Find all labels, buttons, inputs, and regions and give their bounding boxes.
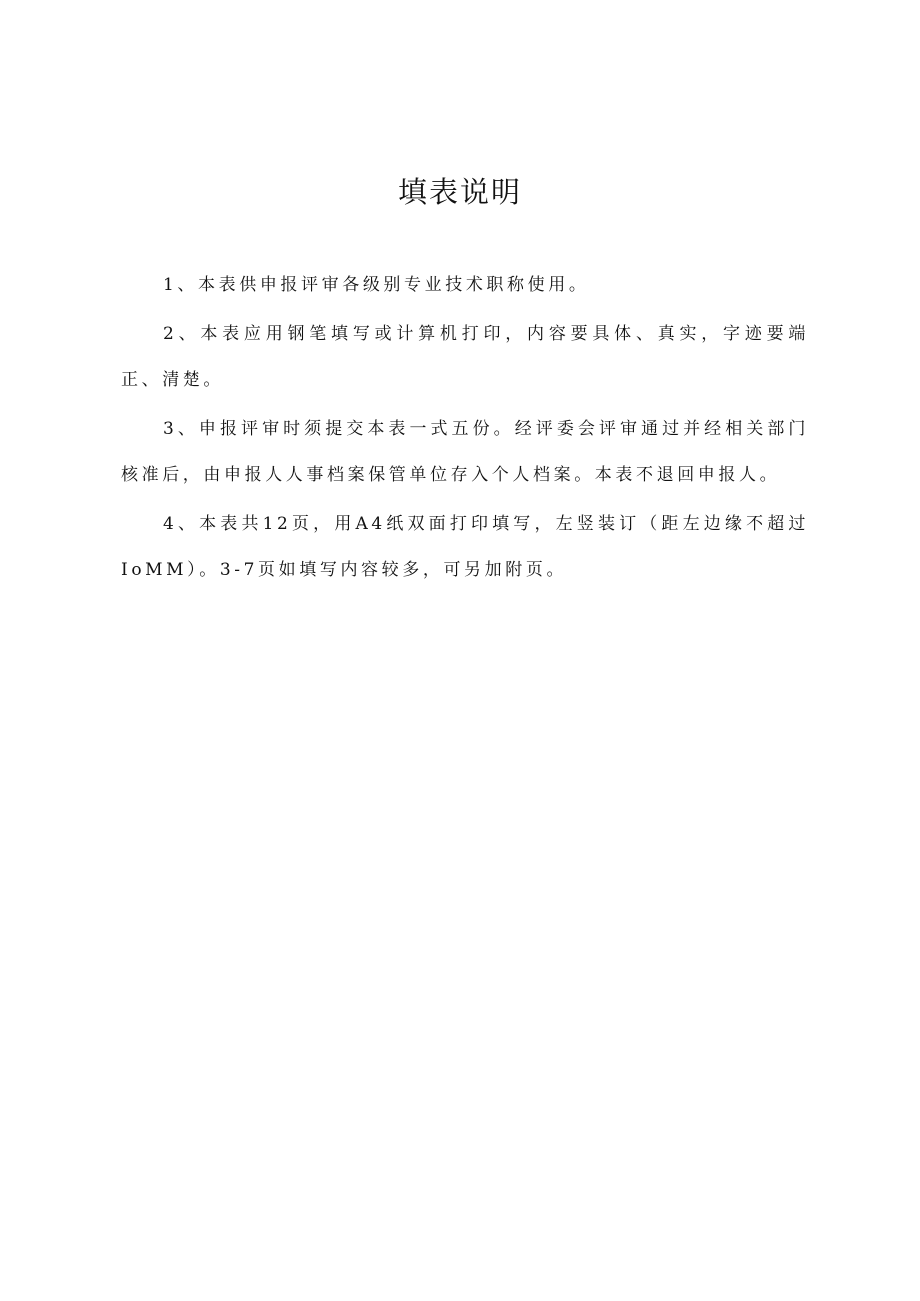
- instruction-item-2: 2、本表应用钢笔填写或计算机打印，内容要具体、真实，字迹要端正、清楚。: [121, 324, 809, 390]
- instruction-item-3: 3、申报评审时须提交本表一式五份。经评委会评审通过并经相关部门核准后，由申报人人事档案保管单位存入个人档案。本表不退回申报人。: [121, 419, 809, 485]
- instructions-list: [121, 262, 809, 596]
- page-title: 填表说明: [397, 175, 522, 209]
- instruction-item-1: 1、本表供申报评审各级别专业技术职称使用。: [163, 275, 590, 295]
- instruction-item-4: 4、本表共12页，用A4纸双面打印填写，左竖装订（距左边缘不超过IoMM）。3-7页如填写内容较多，可另加附页。: [121, 514, 809, 580]
